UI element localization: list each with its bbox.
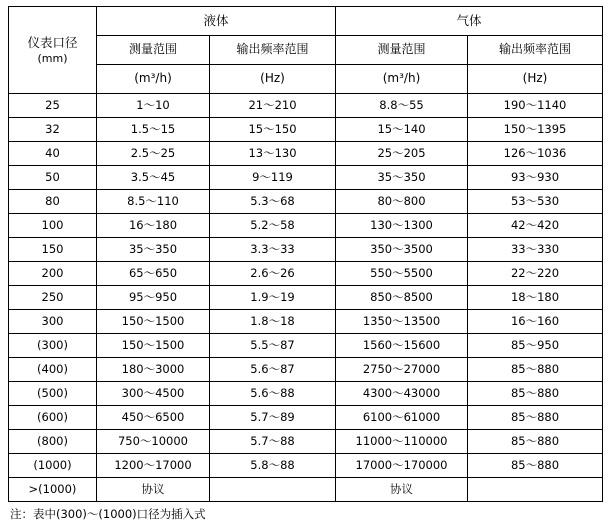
cell-gas-freq: 42～420 bbox=[468, 214, 603, 238]
table-row bbox=[9, 454, 603, 478]
table-row bbox=[9, 166, 603, 190]
table-row bbox=[9, 310, 603, 334]
cell-gas-range: 6100～61000 bbox=[336, 406, 468, 430]
cell-liquid-range: 65～650 bbox=[97, 262, 210, 286]
cell-liquid-freq: 5.2～58 bbox=[210, 214, 336, 238]
cell-gas-range: 35～350 bbox=[336, 166, 468, 190]
cell-liquid-range: 450～6500 bbox=[97, 406, 210, 430]
cell-gas-range: 130～1300 bbox=[336, 214, 468, 238]
table-row bbox=[9, 262, 603, 286]
header-subtitle-row bbox=[9, 36, 603, 65]
cell-liquid-freq bbox=[210, 478, 336, 502]
cell-gas-range: 2750～27000 bbox=[336, 358, 468, 382]
cell-dn: (500) bbox=[9, 382, 97, 406]
table-footnote: 注：表中(300)～(1000)口径为插入式 bbox=[10, 507, 206, 521]
header-dn-cell bbox=[9, 7, 97, 94]
cell-dn: 40 bbox=[9, 142, 97, 166]
table-row bbox=[9, 406, 603, 430]
cell-gas-range: 350～3500 bbox=[336, 238, 468, 262]
cell-gas-range: 850～8500 bbox=[336, 286, 468, 310]
cell-gas-range: 17000～170000 bbox=[336, 454, 468, 478]
header-liquid-freq-unit: (Hz) bbox=[210, 65, 336, 94]
cell-liquid-range: 750～10000 bbox=[97, 430, 210, 454]
table-row bbox=[9, 94, 603, 118]
cell-liquid-range: 35～350 bbox=[97, 238, 210, 262]
cell-gas-range: 25～205 bbox=[336, 142, 468, 166]
cell-dn: 200 bbox=[9, 262, 97, 286]
cell-liquid-freq: 9～119 bbox=[210, 166, 336, 190]
cell-dn: (1000) bbox=[9, 454, 97, 478]
header-unit-row bbox=[9, 65, 603, 94]
cell-liquid-freq: 13～130 bbox=[210, 142, 336, 166]
cell-liquid-freq: 1.9～19 bbox=[210, 286, 336, 310]
cell-liquid-freq: 5.5～87 bbox=[210, 334, 336, 358]
table-row bbox=[9, 358, 603, 382]
header-dn-unit: (mm) bbox=[37, 52, 68, 66]
table-row bbox=[9, 430, 603, 454]
cell-gas-freq: 85～880 bbox=[468, 358, 603, 382]
cell-dn: 300 bbox=[9, 310, 97, 334]
table-body bbox=[9, 94, 603, 502]
table-row bbox=[9, 190, 603, 214]
cell-gas-range: 8.8～55 bbox=[336, 94, 468, 118]
header-gas-freq-title: 输出频率范围 bbox=[468, 36, 603, 65]
table-header bbox=[9, 7, 603, 94]
cell-liquid-range: 95～950 bbox=[97, 286, 210, 310]
cell-liquid-freq: 5.6～87 bbox=[210, 358, 336, 382]
cell-gas-freq: 190～1140 bbox=[468, 94, 603, 118]
cell-liquid-range: 150～1500 bbox=[97, 334, 210, 358]
cell-liquid-freq: 5.7～89 bbox=[210, 406, 336, 430]
cell-liquid-range: 3.5～45 bbox=[97, 166, 210, 190]
table-row bbox=[9, 214, 603, 238]
cell-gas-agreement: 协议 bbox=[336, 478, 468, 502]
cell-gas-freq: 18～180 bbox=[468, 286, 603, 310]
cell-dn: 32 bbox=[9, 118, 97, 142]
cell-liquid-range: 300～4500 bbox=[97, 382, 210, 406]
cell-gas-freq: 85～880 bbox=[468, 430, 603, 454]
cell-liquid-range: 1.5～15 bbox=[97, 118, 210, 142]
header-gas-range-title: 测量范围 bbox=[336, 36, 468, 65]
table-row bbox=[9, 238, 603, 262]
cell-liquid-freq: 5.6～88 bbox=[210, 382, 336, 406]
cell-dn: 50 bbox=[9, 166, 97, 190]
cell-dn: 25 bbox=[9, 94, 97, 118]
header-liquid-range-unit: (m³/h) bbox=[97, 65, 210, 94]
cell-gas-freq: 85～880 bbox=[468, 406, 603, 430]
header-liquid-freq-title: 输出频率范围 bbox=[210, 36, 336, 65]
cell-dn: (400) bbox=[9, 358, 97, 382]
cell-liquid-freq: 5.3～68 bbox=[210, 190, 336, 214]
cell-dn: 80 bbox=[9, 190, 97, 214]
cell-liquid-range: 1200～17000 bbox=[97, 454, 210, 478]
cell-gas-freq: 33～330 bbox=[468, 238, 603, 262]
header-gas-range-unit: (m³/h) bbox=[336, 65, 468, 94]
cell-liquid-freq: 21～210 bbox=[210, 94, 336, 118]
cell-liquid-range: 2.5～25 bbox=[97, 142, 210, 166]
header-gas-freq-unit: (Hz) bbox=[468, 65, 603, 94]
cell-gas-range: 4300～43000 bbox=[336, 382, 468, 406]
cell-liquid-freq: 5.7～88 bbox=[210, 430, 336, 454]
cell-gas-range: 80～800 bbox=[336, 190, 468, 214]
cell-liquid-agreement: 协议 bbox=[97, 478, 210, 502]
cell-liquid-range: 1～10 bbox=[97, 94, 210, 118]
cell-dn: (600) bbox=[9, 406, 97, 430]
cell-gas-freq: 150～1395 bbox=[468, 118, 603, 142]
cell-dn: (800) bbox=[9, 430, 97, 454]
table-row bbox=[9, 382, 603, 406]
table-row bbox=[9, 286, 603, 310]
cell-dn: (300) bbox=[9, 334, 97, 358]
cell-liquid-range: 16～180 bbox=[97, 214, 210, 238]
cell-gas-freq: 16～160 bbox=[468, 310, 603, 334]
cell-gas-freq: 126～1036 bbox=[468, 142, 603, 166]
table-row bbox=[9, 142, 603, 166]
cell-gas-freq: 93～930 bbox=[468, 166, 603, 190]
cell-gas-range: 15～140 bbox=[336, 118, 468, 142]
flowmeter-spec-table bbox=[8, 6, 603, 502]
table-row-agreement bbox=[9, 478, 603, 502]
cell-liquid-freq: 2.6～26 bbox=[210, 262, 336, 286]
cell-gas-freq: 85～880 bbox=[468, 454, 603, 478]
cell-gas-freq bbox=[468, 478, 603, 502]
cell-gas-range: 11000～110000 bbox=[336, 430, 468, 454]
table-row bbox=[9, 334, 603, 358]
header-group-gas: 气体 bbox=[336, 7, 603, 36]
header-group-row bbox=[9, 7, 603, 36]
cell-gas-range: 1560～15600 bbox=[336, 334, 468, 358]
cell-dn: >(1000) bbox=[9, 478, 97, 502]
cell-liquid-freq: 3.3～33 bbox=[210, 238, 336, 262]
cell-gas-range: 1350～13500 bbox=[336, 310, 468, 334]
cell-gas-freq: 22～220 bbox=[468, 262, 603, 286]
cell-gas-freq: 85～880 bbox=[468, 382, 603, 406]
cell-dn: 250 bbox=[9, 286, 97, 310]
cell-dn: 150 bbox=[9, 238, 97, 262]
table-row bbox=[9, 118, 603, 142]
cell-gas-freq: 85～950 bbox=[468, 334, 603, 358]
cell-dn: 100 bbox=[9, 214, 97, 238]
cell-liquid-range: 180～3000 bbox=[97, 358, 210, 382]
header-dn-label: 仪表口径 bbox=[27, 35, 78, 51]
header-liquid-range-title: 测量范围 bbox=[97, 36, 210, 65]
cell-gas-range: 550～5500 bbox=[336, 262, 468, 286]
cell-liquid-range: 8.5～110 bbox=[97, 190, 210, 214]
header-group-liquid: 液体 bbox=[97, 7, 336, 36]
cell-liquid-freq: 1.8～18 bbox=[210, 310, 336, 334]
cell-liquid-freq: 15～150 bbox=[210, 118, 336, 142]
cell-gas-freq: 53～530 bbox=[468, 190, 603, 214]
cell-liquid-freq: 5.8～88 bbox=[210, 454, 336, 478]
cell-liquid-range: 150～1500 bbox=[97, 310, 210, 334]
